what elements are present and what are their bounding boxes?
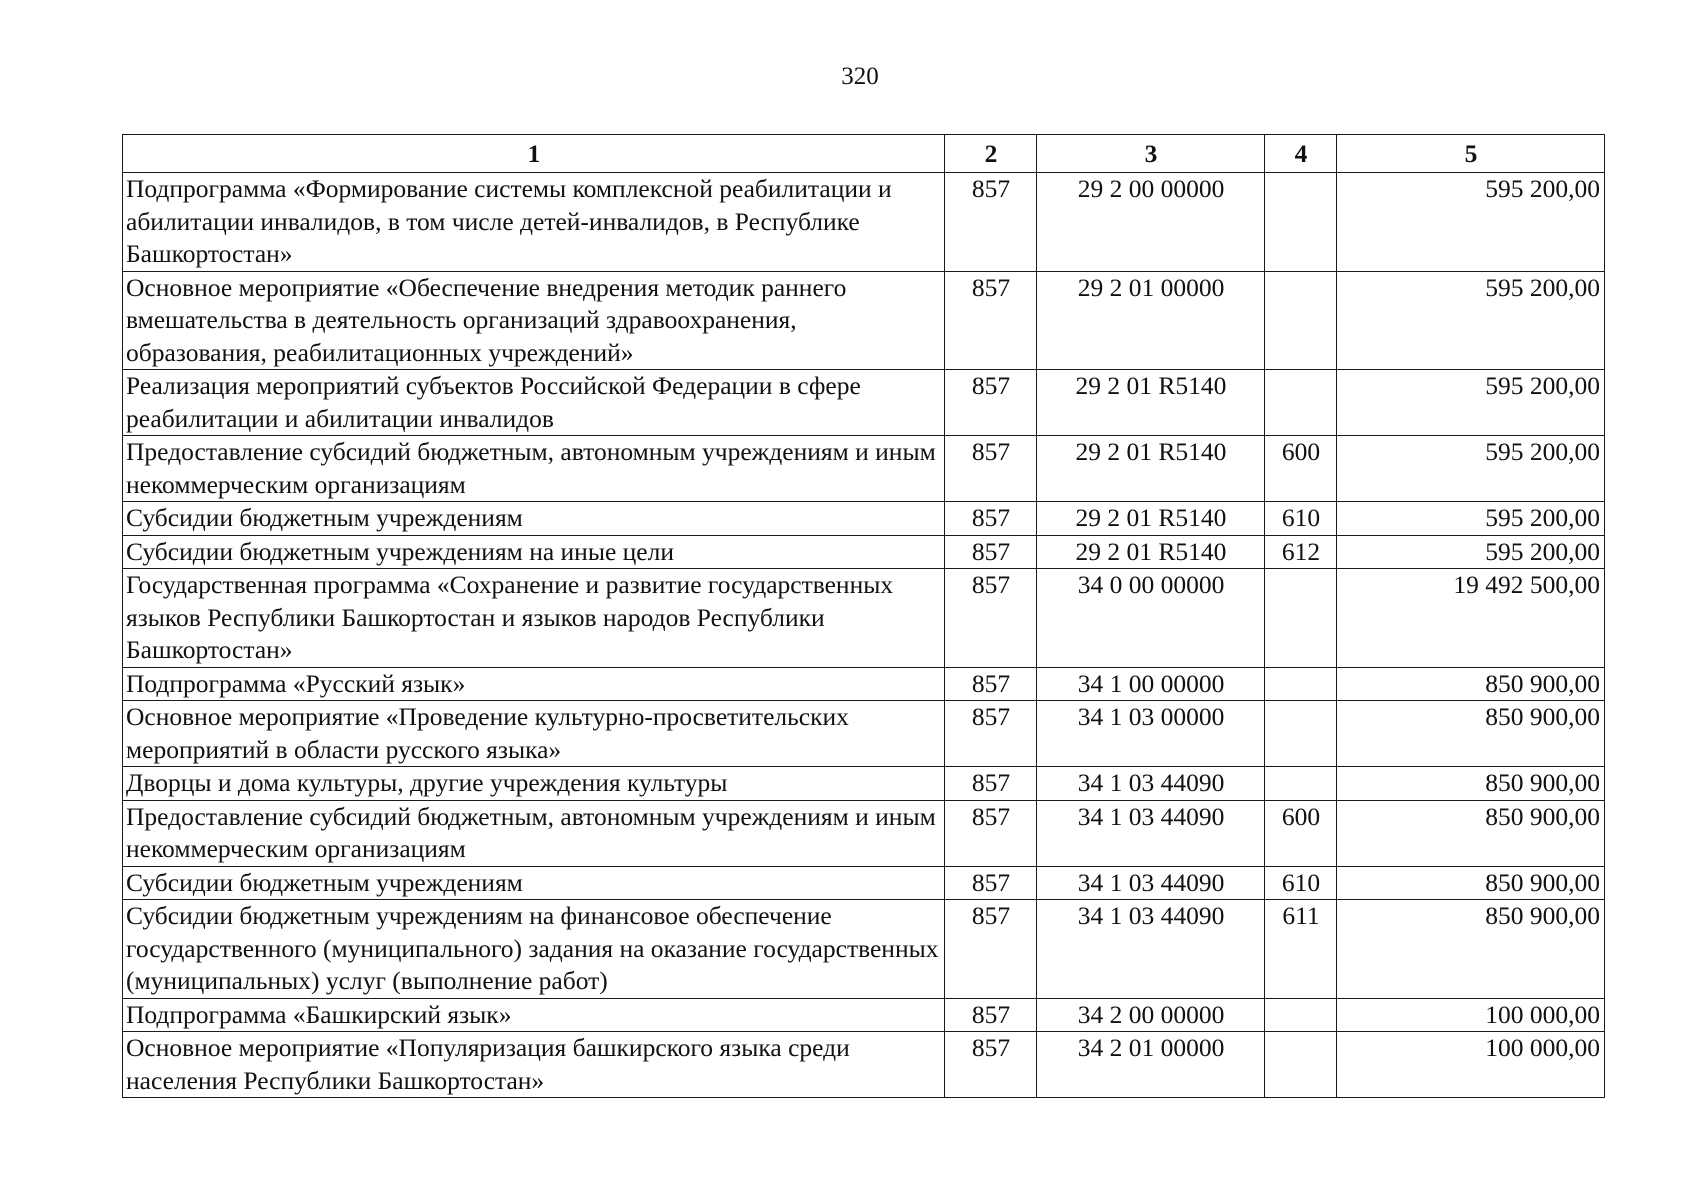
cell-amount: 100 000,00 — [1337, 998, 1605, 1032]
cell-name: Субсидии бюджетным учреждениям на иные цели — [123, 535, 945, 569]
cell-expense-type — [1265, 767, 1337, 801]
cell-ved-code: 857 — [945, 667, 1037, 701]
cell-target-article: 29 2 01 R5140 — [1037, 436, 1265, 502]
cell-expense-type: 600 — [1265, 436, 1337, 502]
cell-expense-type: 610 — [1265, 502, 1337, 536]
cell-target-article: 34 1 03 44090 — [1037, 900, 1265, 999]
cell-target-article: 29 2 01 R5140 — [1037, 370, 1265, 436]
cell-expense-type — [1265, 998, 1337, 1032]
cell-target-article: 34 1 03 00000 — [1037, 701, 1265, 767]
cell-expense-type — [1265, 569, 1337, 668]
table-row — [123, 900, 1605, 999]
cell-expense-type — [1265, 173, 1337, 272]
table-row — [123, 1032, 1605, 1098]
cell-expense-type: 612 — [1265, 535, 1337, 569]
table-row — [123, 701, 1605, 767]
cell-name: Подпрограмма «Формирование системы комплексной реабилитации и абилитации инвалидов, в том числе детей-инвалидов, в Республике Башкортостан» — [123, 173, 945, 272]
cell-name: Субсидии бюджетным учреждениям на финансовое обеспечение государственного (муниципального) задания на оказание государственных (муниципальных) услуг (выполнение работ) — [123, 900, 945, 999]
cell-target-article: 34 1 00 00000 — [1037, 667, 1265, 701]
table-row — [123, 502, 1605, 536]
header-col-3: 3 — [1037, 135, 1265, 173]
cell-ved-code: 857 — [945, 370, 1037, 436]
table-row — [123, 767, 1605, 801]
table-row — [123, 866, 1605, 900]
cell-ved-code: 857 — [945, 800, 1037, 866]
cell-name: Дворцы и дома культуры, другие учреждения культуры — [123, 767, 945, 801]
cell-name: Субсидии бюджетным учреждениям — [123, 502, 945, 536]
cell-amount: 595 200,00 — [1337, 173, 1605, 272]
cell-amount: 595 200,00 — [1337, 535, 1605, 569]
table-row — [123, 800, 1605, 866]
cell-ved-code: 857 — [945, 535, 1037, 569]
cell-expense-type — [1265, 701, 1337, 767]
cell-ved-code: 857 — [945, 900, 1037, 999]
cell-target-article: 34 0 00 00000 — [1037, 569, 1265, 668]
cell-amount: 850 900,00 — [1337, 701, 1605, 767]
cell-name: Государственная программа «Сохранение и развитие государственных языков Республики Башкортостан и языков народов Республики Башкортостан» — [123, 569, 945, 668]
cell-ved-code: 857 — [945, 502, 1037, 536]
cell-amount: 850 900,00 — [1337, 767, 1605, 801]
cell-amount: 595 200,00 — [1337, 502, 1605, 536]
cell-target-article: 34 2 00 00000 — [1037, 998, 1265, 1032]
cell-ved-code: 857 — [945, 1032, 1037, 1098]
cell-expense-type — [1265, 271, 1337, 370]
header-col-1: 1 — [123, 135, 945, 173]
cell-amount: 850 900,00 — [1337, 900, 1605, 999]
cell-expense-type — [1265, 1032, 1337, 1098]
table-row — [123, 370, 1605, 436]
cell-ved-code: 857 — [945, 436, 1037, 502]
cell-target-article: 34 1 03 44090 — [1037, 866, 1265, 900]
cell-expense-type — [1265, 667, 1337, 701]
cell-amount: 850 900,00 — [1337, 866, 1605, 900]
cell-amount: 19 492 500,00 — [1337, 569, 1605, 668]
budget-table — [122, 134, 1605, 1098]
cell-amount: 850 900,00 — [1337, 800, 1605, 866]
cell-name: Субсидии бюджетным учреждениям — [123, 866, 945, 900]
cell-expense-type: 600 — [1265, 800, 1337, 866]
cell-name: Основное мероприятие «Популяризация башкирского языка среди населения Республики Башкортостан» — [123, 1032, 945, 1098]
cell-target-article: 34 2 01 00000 — [1037, 1032, 1265, 1098]
cell-ved-code: 857 — [945, 866, 1037, 900]
table-row — [123, 173, 1605, 272]
cell-expense-type — [1265, 370, 1337, 436]
table-row — [123, 998, 1605, 1032]
header-col-2: 2 — [945, 135, 1037, 173]
cell-target-article: 29 2 01 R5140 — [1037, 535, 1265, 569]
cell-name: Предоставление субсидий бюджетным, автономным учреждениям и иным некоммерческим организациям — [123, 436, 945, 502]
table-row — [123, 569, 1605, 668]
table-row — [123, 271, 1605, 370]
cell-amount: 595 200,00 — [1337, 271, 1605, 370]
cell-target-article: 29 2 01 00000 — [1037, 271, 1265, 370]
cell-amount: 595 200,00 — [1337, 370, 1605, 436]
cell-name: Подпрограмма «Башкирский язык» — [123, 998, 945, 1032]
cell-name: Реализация мероприятий субъектов Российской Федерации в сфере реабилитации и абилитации инвалидов — [123, 370, 945, 436]
cell-name: Предоставление субсидий бюджетным, автономным учреждениям и иным некоммерческим организациям — [123, 800, 945, 866]
cell-name: Основное мероприятие «Проведение культурно-просветительских мероприятий в области русского языка» — [123, 701, 945, 767]
cell-ved-code: 857 — [945, 998, 1037, 1032]
cell-amount: 100 000,00 — [1337, 1032, 1605, 1098]
cell-expense-type: 610 — [1265, 866, 1337, 900]
cell-name: Основное мероприятие «Обеспечение внедрения методик раннего вмешательства в деятельность организаций здравоохранения, образования, реабилитационных учреждений» — [123, 271, 945, 370]
cell-ved-code: 857 — [945, 569, 1037, 668]
cell-name: Подпрограмма «Русский язык» — [123, 667, 945, 701]
header-col-4: 4 — [1265, 135, 1337, 173]
table-row — [123, 667, 1605, 701]
cell-target-article: 29 2 01 R5140 — [1037, 502, 1265, 536]
table-row — [123, 535, 1605, 569]
cell-ved-code: 857 — [945, 701, 1037, 767]
cell-amount: 595 200,00 — [1337, 436, 1605, 502]
cell-expense-type: 611 — [1265, 900, 1337, 999]
header-col-5: 5 — [1337, 135, 1605, 173]
table-header-row — [123, 135, 1605, 173]
cell-ved-code: 857 — [945, 173, 1037, 272]
cell-target-article: 34 1 03 44090 — [1037, 800, 1265, 866]
table-row — [123, 436, 1605, 502]
cell-amount: 850 900,00 — [1337, 667, 1605, 701]
cell-target-article: 34 1 03 44090 — [1037, 767, 1265, 801]
table-body — [123, 173, 1605, 1098]
cell-ved-code: 857 — [945, 271, 1037, 370]
cell-ved-code: 857 — [945, 767, 1037, 801]
cell-target-article: 29 2 00 00000 — [1037, 173, 1265, 272]
page-number: 320 — [841, 63, 879, 90]
